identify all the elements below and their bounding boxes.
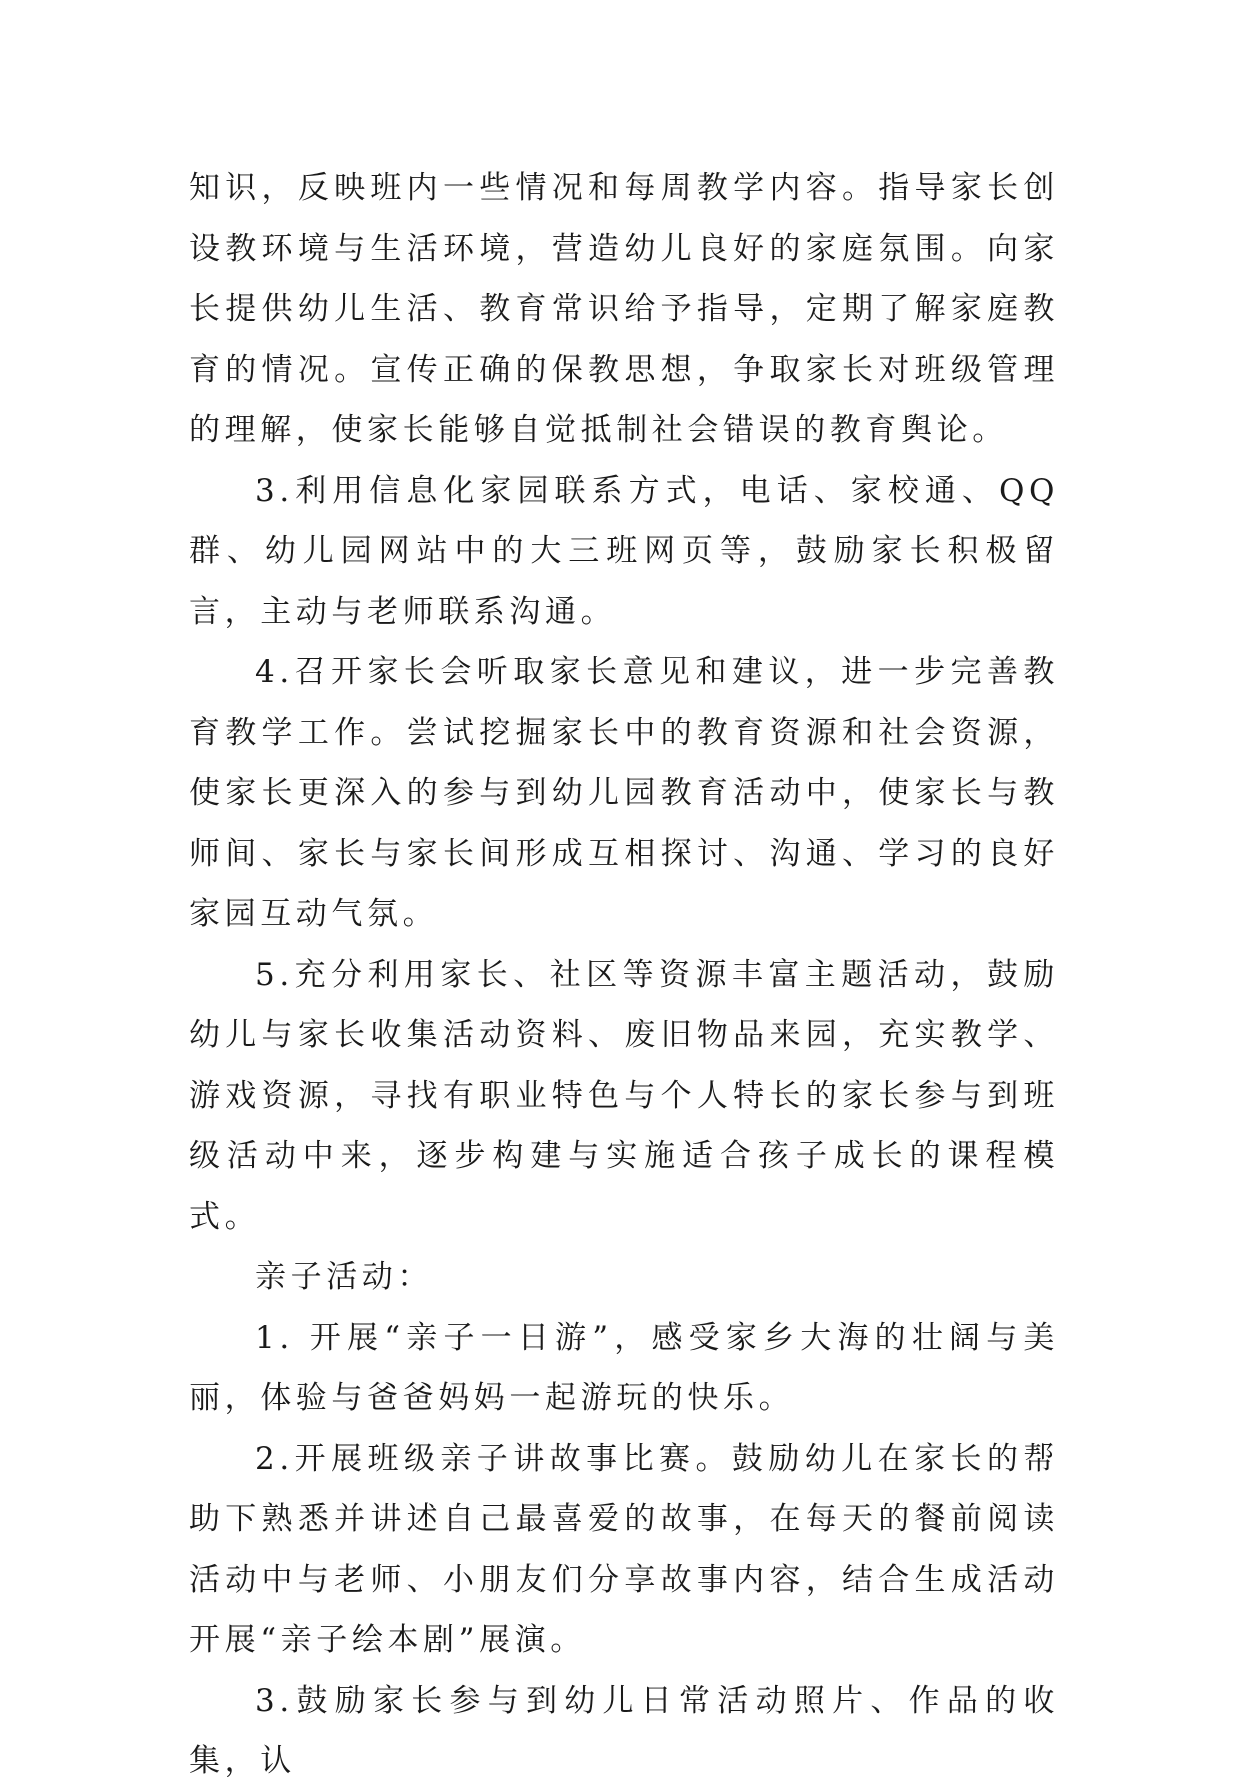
activity-item-1: 1. 开展“亲子一日游”，感受家乡大海的壮阔与美丽，体验与爸爸妈妈一起游玩的快乐。 (189, 1319, 1059, 1416)
paragraph-item-5: 5.充分利用家长、社区等资源丰富主题活动，鼓励幼儿与家长收集活动资料、废旧物品来园，充实教学、游戏资源，寻找有职业特色与个人特长的家长参与到班级活动中来，逐步构建与实施适合孩子成长的课程模式。 (189, 956, 1059, 1235)
paragraph-continuation: 知识，反映班内一些情况和每周教学内容。指导家长创设教环境与生活环境，营造幼儿良好的家庭氛围。向家长提供幼儿生活、教育常识给予指导，定期了解家庭教育的情况。宣传正确的保教思想，争取家长对班级管理的理解，使家长能够自觉抵制社会错误的教育舆论。 (189, 170, 1059, 448)
activity-item-2: 2.开展班级亲子讲故事比赛。鼓励幼儿在家长的帮助下熟悉并讲述自己最喜爱的故事，在每天的餐前阅读活动中与老师、小朋友们分享故事内容，结合生成活动开展“亲子绘本剧”展演。 (189, 1440, 1059, 1658)
document-body (189, 158, 1059, 1792)
section-heading-parent-child-activities: 亲子活动： (255, 1259, 433, 1295)
paragraph-item-3: 3.利用信息化家园联系方式，电话、家校通、QQ群、幼儿园网站中的大三班网页等，鼓励家长积极留言，主动与老师联系沟通。 (189, 472, 1059, 630)
activity-item-3: 3.鼓励家长参与到幼儿日常活动照片、作品的收集，认 (189, 1682, 1059, 1779)
paragraph-item-4: 4.召开家长会听取家长意见和建议，进一步完善教育教学工作。尝试挖掘家长中的教育资源和社会资源，使家长更深入的参与到幼儿园教育活动中，使家长与教师间、家长与家长间形成互相探讨、沟通、学习的良好家园互动气氛。 (189, 654, 1059, 932)
